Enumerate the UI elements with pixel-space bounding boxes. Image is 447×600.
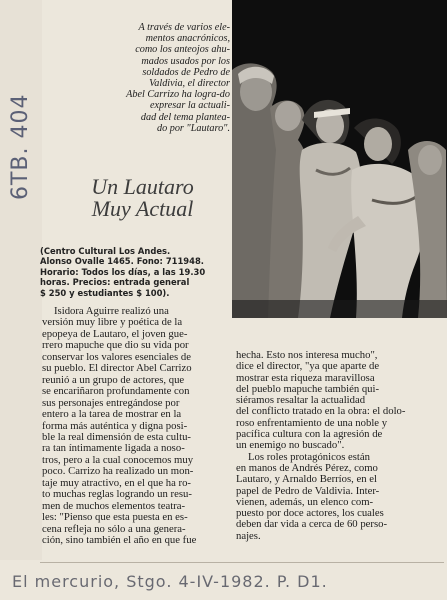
caption-line: como los anteojos ahu- [135,44,230,56]
info-line: Alonso Ovalle 1465. Fono: 711948. [40,256,204,267]
body-line: hecha. Esto nos interesa mucho", [236,349,378,361]
caption-line: Abel Carrizo ha logra-do [126,89,230,101]
body-line: ción, sino también el año en que fue [42,534,197,547]
handwritten-source-note: El mercurio, Stgo. 4-IV-1982. P. D1. [12,572,328,591]
body-line: en manos de Andrés Pérez, como [236,461,378,474]
caption-line: mentos anacrónicos, [145,33,230,45]
caption-line: dad del tema plantea- [140,111,230,123]
body-line: mostrar esta riqueza maravillosa [236,371,375,384]
body-line: un enemigo no buscado". [236,439,345,452]
caption-line: expresar la actuali- [150,100,230,112]
body-line: to muchas reglas logrando un resu- [42,488,192,501]
caption-line: Valdivia, el director [149,78,230,90]
photo-caption [80,22,230,167]
body-line: vienen, además, un elenco com- [236,495,374,508]
caption-line: mados usados por los [141,55,230,67]
body-line: siéramos resaltar la actualidad [236,394,366,407]
body-line: forma más auténtica y digna posi- [42,419,188,432]
body-line: puesto por doce actores, los cuales [236,507,384,520]
body-line: Los roles protagónicos están [248,450,370,463]
info-line: horas. Precios: entrada general [40,277,190,288]
body-line: se encariñaron profundamente con [42,385,190,398]
info-line: Horario: Todos los días, a las 19.30 [40,266,206,277]
body-line: del conflicto tratado en la obra: el dolo- [236,405,406,418]
body-line: reunió a un grupo de actores, que [42,373,185,386]
body-line: tros, pero a la cual conocemos muy [42,453,194,466]
handwritten-archive-number: 6TB. 404 [8,93,33,200]
headline-line-1: Un Lautaro [91,174,194,199]
info-line: $ 250 y estudiantes $ 100). [40,287,170,298]
body-line: rrero mapuche que dio su vida por [42,339,189,352]
article-column-1 [42,306,232,561]
body-line: cena refleja no sólo a una genera- [42,522,186,535]
article-column-2 [236,350,444,560]
body-line: su pueblo. El director Abel Carrizo [42,362,192,375]
body-line: najes. [236,529,261,542]
body-line: Lautaro, y Arnaldo Berríos, en el [236,473,377,486]
caption-line: do por "Lautaro". [157,122,230,134]
body-line: del pueblo mapuche también qui- [236,382,380,395]
body-line: roso enfrentamiento de una noble y [236,416,388,429]
body-line: versión muy libre y poética de la [42,316,183,329]
caption-line: A través de varios ele- [138,22,230,33]
body-line: les: "Pienso que esta puesta en es- [42,511,188,524]
body-line: ble la real dimensión de esta cultu- [42,430,191,443]
info-line: (Centro Cultural Los Andes. [40,246,171,256]
body-line: conservar los valores esenciales de [42,350,191,363]
body-line: ra tan íntimamente ligada a noso- [42,442,185,455]
stage-photo-illustration [232,0,447,318]
body-line: taje muy atractivo, en el que ha ro- [42,476,191,489]
body-line: papel de Pedro de Valdivia. Inter- [236,484,380,497]
headline-line-2: Muy Actual [91,196,194,221]
body-line: entero a la tarea de mostrar en la [42,408,182,421]
body-line: men de muchos elementos teatra- [42,499,186,512]
body-line: poco. Carrizo ha realizado un mon- [42,465,194,478]
body-line: pacífica cultura con la agresión de [236,428,383,441]
body-line: dice el director, "ya que aparte de [236,360,380,373]
body-line: Isidora Aguirre realizó una [54,305,169,317]
article-headline [55,176,230,236]
caption-line: soldados de Pedro de [142,66,230,78]
body-line: sus personajes entregándose por [42,396,180,409]
venue-info [40,246,230,308]
stage-photo [232,0,447,318]
body-line: epopeya de Lautaro, el joven gue- [42,327,188,340]
body-line: deben dar vida a cerca de 60 perso- [236,518,388,531]
bottom-divider [40,562,444,563]
